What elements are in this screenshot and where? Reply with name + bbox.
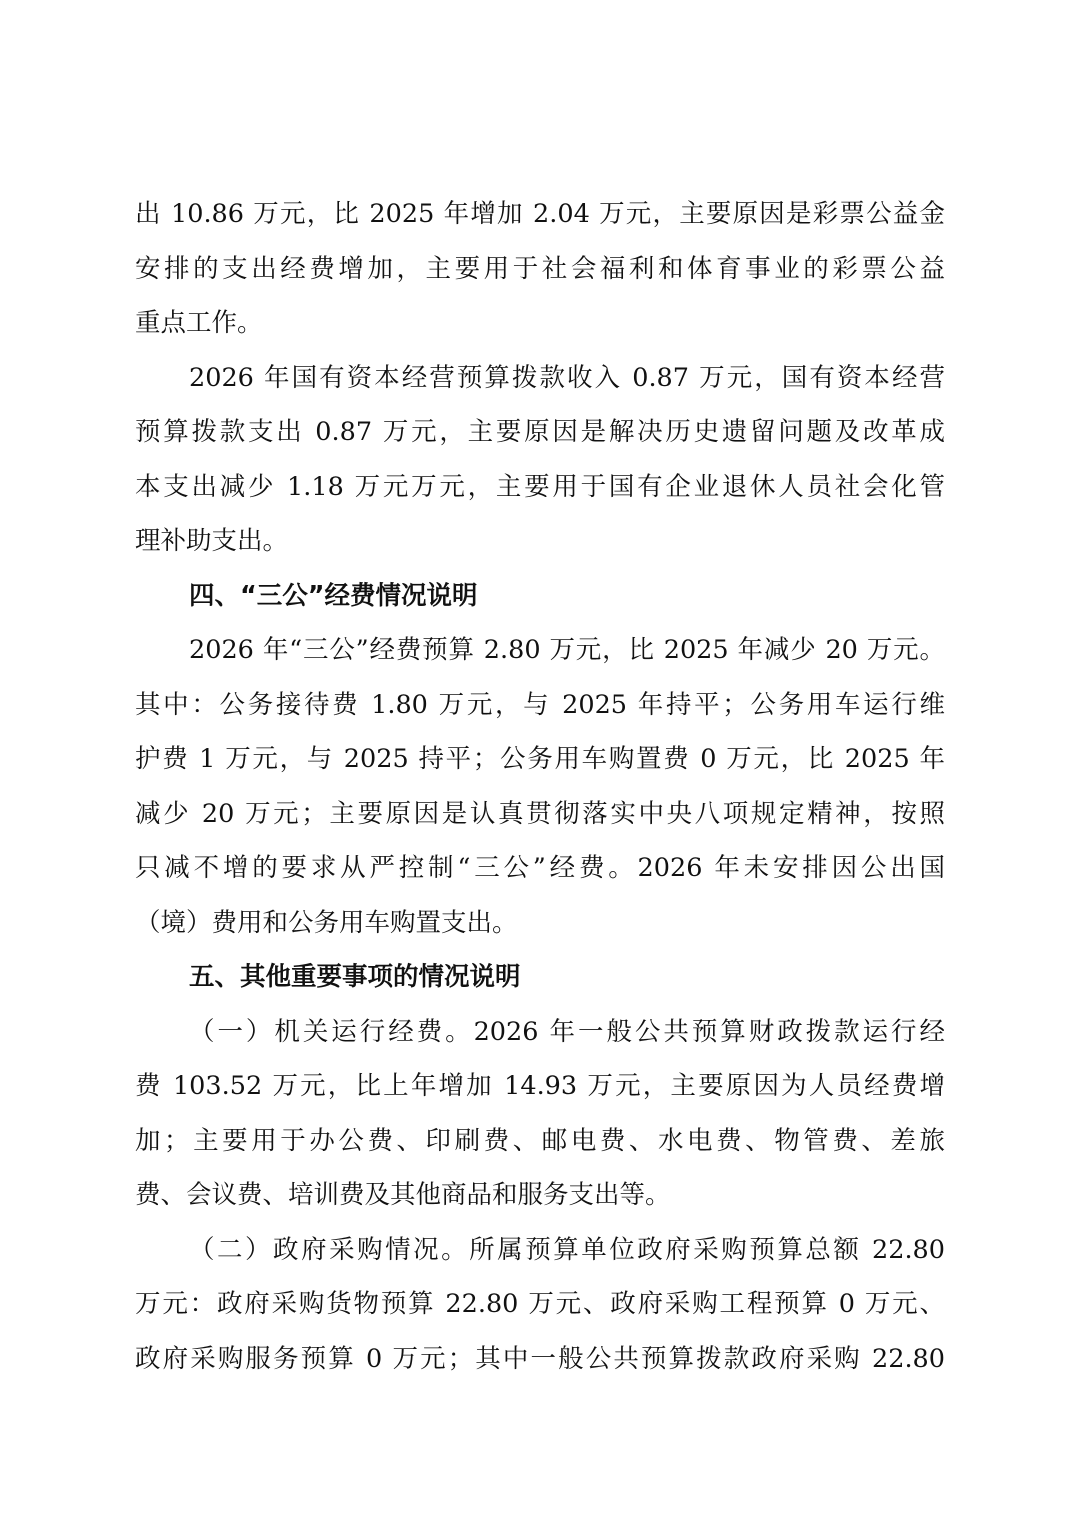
text-line: 只减不增的要求从严控制“三公”经费。2026 年未安排因公出国 [135, 853, 945, 883]
text-line: 2026 年“三公”经费预算 2.80 万元，比 2025 年减少 20 万元。 [189, 635, 945, 665]
text-line: 2026 年国有资本经营预算拨款收入 0.87 万元，国有资本经营 [189, 362, 945, 393]
text-line: 理补助支出。 [135, 526, 289, 556]
paragraph-lottery-fund [135, 187, 945, 351]
text-line: 护费 1 万元，与 2025 持平；公务用车购置费 0 万元，比 2025 年 [135, 744, 945, 774]
paragraph-operating-expenses [135, 1005, 945, 1223]
text-line: 出 10.86 万元，比 2025 年增加 2.04 万元，主要原因是彩票公益金 [135, 199, 945, 229]
text-line: （一）机关运行经费。2026 年一般公共预算财政拨款运行经 [189, 1016, 945, 1047]
text-line: 减少 20 万元；主要原因是认真贯彻落实中央八项规定精神，按照 [135, 798, 945, 829]
paragraph-government-procurement [135, 1223, 945, 1387]
text-line: 万元：政府采购货物预算 22.80 万元、政府采购工程预算 0 万元、 [135, 1289, 945, 1319]
text-line: 重点工作。 [135, 308, 263, 338]
text-line: 费、会议费、培训费及其他商品和服务支出等。 [135, 1180, 671, 1210]
text-line: 预算拨款支出 0.87 万元，主要原因是解决历史遗留问题及改革成 [135, 417, 945, 447]
text-line: （二）政府采购情况。所属预算单位政府采购预算总额 22.80 [189, 1234, 945, 1265]
text-line: 加；主要用于办公费、印刷费、邮电费、水电费、物管费、差旅 [135, 1125, 945, 1156]
text-line: 费 103.52 万元，比上年增加 14.93 万元，主要原因为人员经费增 [135, 1071, 945, 1101]
text-line: 安排的支出经费增加，主要用于社会福利和体育事业的彩票公益 [135, 253, 945, 284]
paragraph-state-capital [135, 351, 945, 569]
text-line: 本支出减少 1.18 万元万元，主要用于国有企业退休人员社会化管 [135, 471, 945, 502]
section-heading-five: 五、其他重要事项的情况说明 [189, 962, 521, 992]
text-line: 政府采购服务预算 0 万元；其中一般公共预算拨款政府采购 22.80 [135, 1343, 945, 1374]
document-page [135, 187, 945, 1386]
section-heading-four: 四、“三公”经费情况说明 [189, 580, 478, 611]
paragraph-three-public-expenses [135, 623, 945, 950]
text-line: （境）费用和公务用车购置支出。 [135, 907, 518, 938]
text-line: 其中：公务接待费 1.80 万元，与 2025 年持平；公务用车运行维 [135, 689, 945, 720]
